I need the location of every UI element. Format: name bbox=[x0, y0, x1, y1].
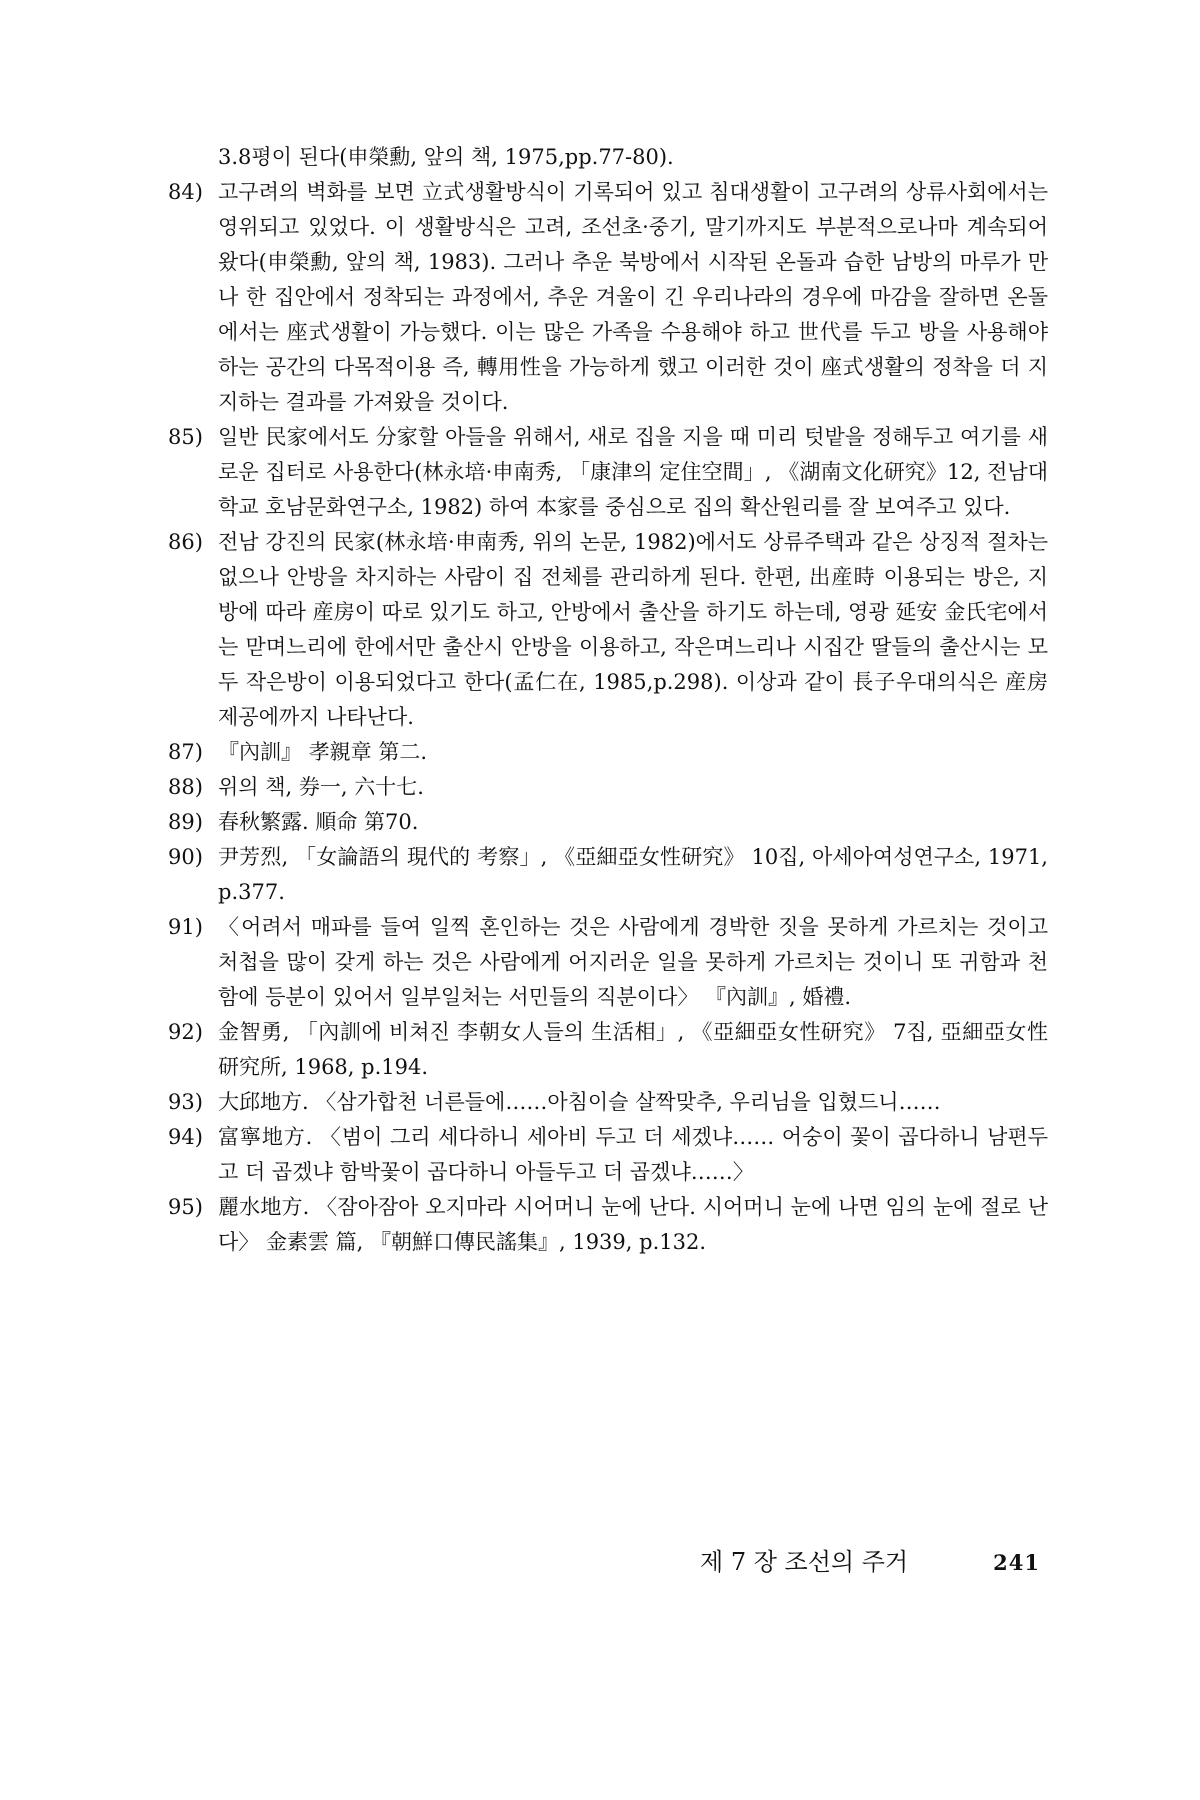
endnote-84 bbox=[168, 175, 1048, 420]
endnote-number: 85) bbox=[168, 425, 203, 449]
endnote-number: 87) bbox=[168, 740, 203, 764]
endnote-number: 90) bbox=[168, 845, 203, 869]
endnote-text: 麗水地方. 〈잠아잠아 오지마라 시어머니 눈에 난다. 시어머니 눈에 나면 임의 눈에 절로 난다〉 金素雲 篇, 『朝鮮口傳民謠集』, 1939, p.132. bbox=[218, 1195, 1048, 1254]
endnote-88 bbox=[168, 770, 1048, 805]
endnote-92 bbox=[168, 1015, 1048, 1085]
page-number: 241 bbox=[993, 1550, 1040, 1575]
endnote-number: 84) bbox=[168, 180, 203, 204]
endnote-86 bbox=[168, 525, 1048, 735]
endnote-number: 89) bbox=[168, 810, 203, 834]
endnote-text: 大邱地方. 〈삼가합천 너른들에……아침이슬 살짝맞추, 우리님을 입혔드니…… bbox=[218, 1090, 941, 1114]
endnote-number: 88) bbox=[168, 775, 203, 799]
endnote-text: 『內訓』 孝親章 第二. bbox=[218, 740, 428, 764]
endnote-89 bbox=[168, 805, 1048, 840]
endnote-text: 金智勇, 「內訓에 비쳐진 李朝女人들의 生活相」, 《亞細亞女性研究》 7집, 亞細亞女性研究所, 1968, p.194. bbox=[218, 1020, 1048, 1079]
endnotes-list bbox=[168, 140, 1048, 1260]
endnote-number: 95) bbox=[168, 1195, 203, 1219]
endnote-number: 94) bbox=[168, 1125, 203, 1149]
endnote-text: 전남 강진의 民家(林永培·申南秀, 위의 논문, 1982)에서도 상류주택과 같은 상징적 절차는 없으나 안방을 차지하는 사람이 집 전체를 관리하게 된다. 한편, 出産時 이용되는 방은, 지방에 따라 産房이 따로 있기도 하고, 안방에서 출산을 하기도 하는데, 영광 延安 金氏宅에서는 맏며느리에 한에서만 출산시 안방을 이용하고, 작은며느리나 시집간 딸들의 출산시는 모두 작은방이 이용되었다고 한다(孟仁在, 1985,p.298). 이상과 같이 長子우대의식은 産房 제공에까지 나타난다. bbox=[218, 530, 1048, 729]
endnote-continuation bbox=[168, 140, 1048, 175]
endnote-91 bbox=[168, 910, 1048, 1015]
endnote-number: 91) bbox=[168, 915, 203, 939]
endnote-text: 〈어려서 매파를 들여 일찍 혼인하는 것은 사람에게 경박한 짓을 못하게 가르치는 것이고 처첩을 많이 갖게 하는 것은 사람에게 어지러운 일을 못하게 가르치는 것이니 또 귀함과 천함에 등분이 있어서 일부일처는 서민들의 직분이다〉 『內訓』, 婚禮. bbox=[218, 915, 1048, 1009]
endnote-text: 일반 民家에서도 分家할 아들을 위해서, 새로 집을 지을 때 미리 텃밭을 정해두고 여기를 새로운 집터로 사용한다(林永培·申南秀, 「康津의 定住空間」, 《湖南文化研究》12, 전남대학교 호남문화연구소, 1982) 하여 本家를 중심으로 집의 확산원리를 잘 보여주고 있다. bbox=[218, 425, 1048, 519]
endnote-text: 3.8평이 된다(申榮勳, 앞의 책, 1975,pp.77-80). bbox=[218, 145, 674, 169]
endnote-85 bbox=[168, 420, 1048, 525]
endnote-94 bbox=[168, 1120, 1048, 1190]
endnote-text: 春秋繁露. 順命 第70. bbox=[218, 810, 419, 834]
endnote-number: 86) bbox=[168, 530, 203, 554]
endnote-93 bbox=[168, 1085, 1048, 1120]
endnote-text: 고구려의 벽화를 보면 立式생활방식이 기록되어 있고 침대생활이 고구려의 상류사회에서는 영위되고 있었다. 이 생활방식은 고려, 조선초·중기, 말기까지도 부분적으로나마 계속되어 왔다(申榮勳, 앞의 책, 1983). 그러나 추운 북방에서 시작된 온돌과 습한 남방의 마루가 만나 한 집안에서 정착되는 과정에서, 추운 겨울이 긴 우리나라의 경우에 마감을 잘하면 온돌에서는 座式생활이 가능했다. 이는 많은 가족을 수용해야 하고 世代를 두고 방을 사용해야 하는 공간의 다목적이용 즉, 轉用性을 가능하게 했고 이러한 것이 座式생활의 정착을 더 지지하는 결과를 가져왔을 것이다. bbox=[218, 180, 1048, 414]
endnote-number: 93) bbox=[168, 1090, 203, 1114]
endnote-95 bbox=[168, 1190, 1048, 1260]
page-footer bbox=[700, 1542, 1040, 1577]
chapter-title: 제 7 장 조선의 주거 bbox=[700, 1548, 909, 1576]
endnote-text: 尹芳烈, 「女論語의 現代的 考察」, 《亞細亞女性研究》 10집, 아세아여성연구소, 1971, p.377. bbox=[218, 845, 1048, 904]
endnote-number: 92) bbox=[168, 1020, 203, 1044]
endnote-text: 富寧地方. 〈범이 그리 세다하니 세아비 두고 더 세겠냐…… 어숭이 꽃이 곱다하니 남편두고 더 곱겠냐 함박꽃이 곱다하니 아들두고 더 곱겠냐……〉 bbox=[218, 1125, 1048, 1184]
endnote-87 bbox=[168, 735, 1048, 770]
endnote-text: 위의 책, 券一, 六十七. bbox=[218, 775, 424, 799]
endnote-90 bbox=[168, 840, 1048, 910]
